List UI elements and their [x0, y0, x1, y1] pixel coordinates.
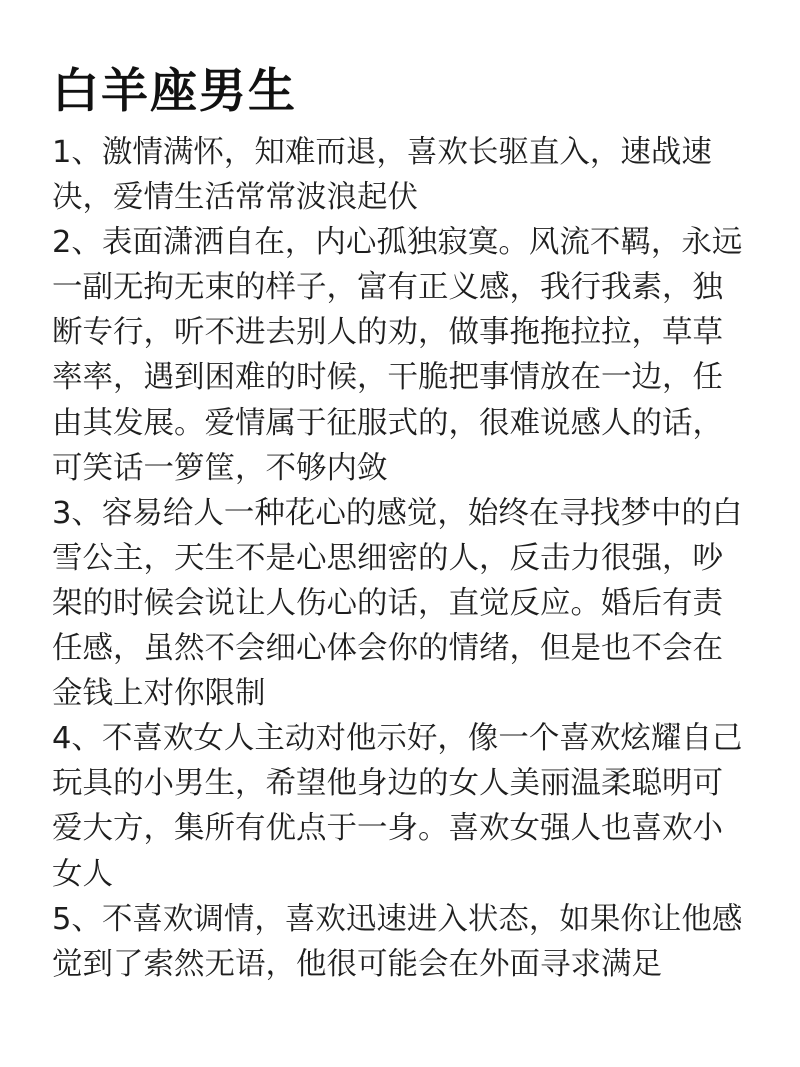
text-line: 2、表面潇洒自在，内心孤独寂寞。风流不羁，永远: [52, 225, 743, 261]
text-line: 觉到了索然无语，他很可能会在外面寻求满足: [52, 946, 662, 982]
text-line: 金钱上对你限制: [52, 676, 266, 712]
text-line: 断专行，听不进去别人的劝，做事拖拖拉拉，草草: [52, 315, 723, 351]
trait-item-2: [52, 220, 752, 491]
text-line: 爱大方，集所有优点于一身。喜欢女强人也喜欢小: [52, 811, 723, 847]
text-line: 任感，虽然不会细心体会你的情绪，但是也不会在: [52, 631, 723, 667]
text-line: 一副无拘无束的样子，富有正义感，我行我素，独: [52, 270, 723, 306]
text-line: 决，爱情生活常常波浪起伏: [52, 180, 418, 216]
trait-item-4: [52, 716, 752, 896]
page-title: 白羊座男生: [52, 64, 297, 119]
text-line: 3、容易给人一种花心的感觉，始终在寻找梦中的白: [52, 495, 743, 531]
text-line: 1、激情满怀，知难而退，喜欢长驱直入，速战速: [52, 135, 712, 170]
text-line: 玩具的小男生，希望他身边的女人美丽温柔聪明可: [52, 766, 723, 802]
text-line: 可笑话一箩筐，不够内敛: [52, 450, 388, 486]
text-line: 5、不喜欢调情，喜欢迅速进入状态，如果你让他感: [52, 901, 743, 937]
text-line: 4、不喜欢女人主动对他示好，像一个喜欢炫耀自己: [52, 721, 743, 757]
trait-item-1: [52, 130, 752, 220]
text-line: 女人: [52, 856, 113, 892]
trait-item-3: [52, 491, 752, 716]
trait-item-5: [52, 897, 752, 987]
text-line: 率率，遇到困难的时候，干脆把事情放在一边，任: [52, 360, 723, 396]
trait-list: [52, 130, 752, 987]
text-line: 由其发展。爱情属于征服式的，很难说感人的话，: [52, 405, 723, 441]
text-line: 雪公主，天生不是心思细密的人，反击力很强，吵: [52, 540, 723, 576]
text-line: 架的时候会说让人伤心的话，直觉反应。婚后有责: [52, 585, 723, 621]
